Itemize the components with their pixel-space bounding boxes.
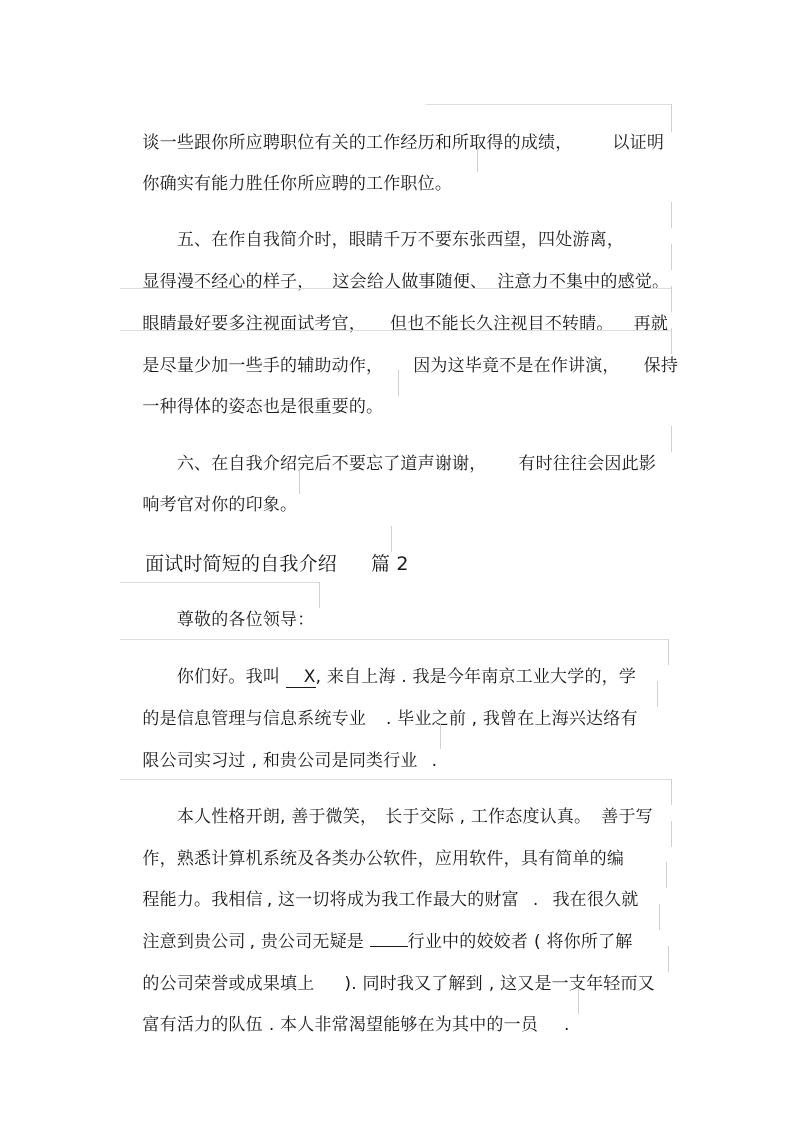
border-line [120, 639, 668, 640]
text-segment: 是尽量少加一些手的辅助动作， [142, 356, 384, 376]
paragraph-line [120, 584, 315, 630]
border-line [668, 639, 669, 665]
text-segment: 程能力。我相信 [142, 890, 263, 910]
border-line [319, 582, 320, 608]
text-segment: 有时往往会因此影 [518, 454, 657, 474]
paragraph-line [120, 864, 639, 910]
text-segment: 再就 [633, 314, 669, 334]
text-segment: 显得漫不经心的样子， [142, 272, 315, 292]
section-heading [120, 528, 409, 575]
paragraph-line [120, 107, 665, 153]
paragraph-line [120, 906, 633, 952]
text-segment: 六、在自我介绍完后不要忘了道声谢谢， [142, 454, 487, 474]
text-segment: , 贵公司无疑是 [249, 932, 370, 952]
industry-blank [370, 946, 408, 947]
border-line [391, 526, 392, 552]
text-segment: , 和贵公司是同类行业 [251, 751, 418, 771]
paragraph-line [120, 371, 384, 417]
border-line [671, 426, 672, 452]
paragraph-line [120, 288, 669, 334]
text-segment: . 本人非常渴望能够在为其中的一员 [268, 1015, 539, 1035]
text-segment: 限公司实习过 [142, 751, 246, 771]
name-blank: X [286, 667, 316, 688]
text-segment: , 这一切将成为我工作最大的财富 [266, 890, 519, 910]
paragraph-line [120, 148, 453, 194]
text-segment: 响考官对你的印象。 [142, 495, 298, 515]
text-segment: 你们好。我叫 [142, 667, 286, 687]
paragraph-line [120, 725, 438, 771]
paragraph-line [120, 469, 298, 515]
border-line [578, 988, 579, 1014]
text-segment: 一种得体的姿态也是很重要的。 [142, 397, 384, 417]
text-segment: 以证明 [612, 133, 665, 153]
border-line [671, 328, 672, 354]
paragraph-line [120, 204, 625, 250]
text-segment: 保持 [643, 356, 679, 376]
border-line [671, 202, 672, 228]
paragraph-line [120, 989, 570, 1035]
text-segment: 富有活力的队伍 [142, 1015, 263, 1035]
text-segment: 注意力不集中的感觉。 [497, 272, 670, 292]
border-line [440, 723, 441, 749]
border-line [398, 370, 399, 396]
border-line [671, 104, 672, 132]
paragraph-line [120, 428, 657, 474]
border-line [120, 779, 671, 780]
text-segment: ). 同时我又了解到 [344, 974, 483, 994]
heading-part: 篇 2 [370, 553, 409, 575]
text-segment: 的公司荣誉或成果填上 [142, 974, 315, 994]
text-segment: , 来自上海 . 我是今年南京工业大学的，学 [315, 667, 637, 687]
border-line [657, 681, 658, 707]
border-line [671, 779, 672, 805]
border-line [120, 582, 320, 583]
border-line [671, 286, 672, 312]
text-segment: 但也不能长久注视目不转睛。 [390, 314, 614, 334]
border-line [477, 146, 478, 172]
paragraph-line [120, 641, 637, 687]
heading-title: 面试时简短的自我介绍 [144, 553, 337, 575]
text-segment: 长于交际 , 工作态度认真。 [385, 807, 592, 827]
paragraph-line [120, 781, 653, 827]
border-line [299, 468, 300, 494]
text-segment: . [431, 751, 438, 771]
text-segment: ( 将你所了解 [534, 932, 633, 952]
text-segment: 注意到贵公司 [142, 932, 246, 952]
border-line [120, 330, 671, 331]
text-segment: 眼睛最好要多注视面试考官， [142, 314, 367, 334]
text-segment: 你确实有能力胜任你所应聘的工作职位。 [142, 174, 453, 194]
border-line [666, 862, 667, 888]
text-segment: . 毕业之前 , 我曾在上海兴达络有 [386, 709, 638, 729]
border-line [120, 288, 671, 289]
paragraph-line [120, 246, 670, 292]
text-segment: . [564, 1015, 570, 1035]
border-line [668, 946, 669, 972]
text-segment: 善于写 [601, 807, 653, 827]
text-segment: 因为这毕竟不是在作讲演， [413, 356, 620, 376]
text-segment: , 善于微笑， [280, 807, 378, 827]
text-segment: . [532, 890, 539, 910]
border-line [426, 104, 671, 105]
text-segment: 本人性格开朗 [142, 807, 281, 827]
text-segment: 五、在作自我简介时，眼睛千万不要东张西望，四处游离， [142, 230, 625, 250]
text-segment: 我在很久就 [552, 890, 639, 910]
text-segment: 尊敬的各位领导： [142, 610, 315, 630]
paragraph-line [120, 948, 655, 994]
border-line [671, 244, 672, 270]
text-segment: 谈一些跟你所应聘职位有关的工作经历和所取得的成绩， [142, 133, 573, 153]
text-segment: 的是信息管理与信息系统专业 [142, 709, 367, 729]
border-line [659, 904, 660, 930]
paragraph-line [120, 330, 679, 376]
text-segment: , 这又是一支年轻而又 [488, 974, 655, 994]
text-segment: 作，熟悉计算机系统及各类办公软件，应用软件，具有简单的编 [142, 849, 625, 869]
text-segment: 这会给人做事随便、 [332, 272, 488, 292]
paragraph-line [120, 683, 638, 729]
paragraph-line [120, 823, 625, 869]
border-line [671, 821, 672, 847]
text-segment: 行业中的姣姣者 [407, 932, 529, 952]
